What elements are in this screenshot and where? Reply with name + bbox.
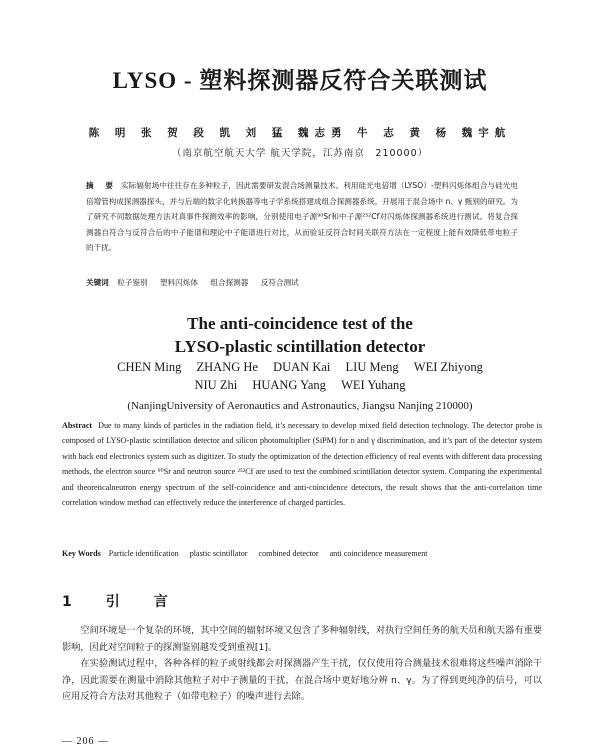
body-paragraph: 在实验测试过程中，各种各样的粒子或射线都会对探测器产生干扰，仅仅使用符合测量技术很难将这些噪声消除干净，因此需要在测量中消除其他粒子对中子测量的干扰，在混合场中更好地分辨 n、γ。为了得到更纯净的信号，可以应用反符合方法对其他粒子（如带电粒子）的噪声进行去除。 <box>62 658 542 703</box>
page-number: — 206 — <box>62 736 109 747</box>
keyword-cn: 组合探测器 <box>210 278 249 287</box>
title-en-line2: LYSO-plastic scintillation detector <box>174 337 426 356</box>
author-en: ZHANG He <box>196 360 258 374</box>
keyword-en: Particle identification <box>108 549 179 558</box>
body-paragraph: 空间环境是一个复杂的环境，其中空间的辐射环境又包含了多种辐射线，对执行空间任务的航天员和航天器有重要影响，因此对空间粒子的探测鉴别越发受到重视[1]。 <box>62 625 542 653</box>
keyword-en: plastic scintillator <box>189 549 248 558</box>
keyword-cn: 反符合测试 <box>260 278 299 287</box>
author-en: DUAN Kai <box>273 360 331 374</box>
affiliation-cn: （南京航空航天大学 航天学院，江苏南京 210000） <box>171 148 429 159</box>
keyword-cn: 塑料闪烁体 <box>160 278 198 287</box>
author-cn: 魏宇航 <box>461 127 512 139</box>
author-cn: 魏志勇 <box>297 127 348 139</box>
author-cn: 黄 杨 <box>409 127 453 139</box>
keyword-en: anti coincidence measurement <box>329 549 428 558</box>
keywords-en <box>62 549 542 558</box>
author-cn: 张 贺 <box>141 127 184 139</box>
author-en: CHEN Ming <box>117 360 182 374</box>
authors-en-line1 <box>0 360 600 375</box>
body-text <box>62 623 542 706</box>
keywords-cn-label: 关键词 <box>86 278 109 287</box>
keyword-cn: 粒子鉴别 <box>117 278 148 287</box>
author-en: WEI Zhiyong <box>413 360 483 374</box>
author-cn: 牛 志 <box>357 127 400 139</box>
keyword-en: combined detector <box>258 549 319 558</box>
abstract-en-text: Due to many kinds of particles in the radiation field, it’s necessary to develop mixed field detection technology. The detector probe is composed of LYSO-plastic scintillation detector and silicon photomultiplier (SiPM) for n and γ discrimination, and it’s part of the detector system with back end electronics system such as digitizer. To study the optimization of the detection efficiency of real events with different data processing methods, the electron source ⁹⁰Sr and neutron source ²⁵²Cf are used to test the combined scintillation detector system. Comparing the experimental and theoreticalneutron energy spectrum of the self-coincidence and anti-coincidence detectors, the result shows that the anti-correlation time correlation window method can effectively reduce the interference of charged particles. <box>62 421 542 508</box>
author-en: NIU Zhi <box>194 378 238 392</box>
abstract-en-label: Abstract <box>62 421 93 430</box>
author-cn: 陈 明 <box>88 127 132 139</box>
author-cn: 刘 猛 <box>245 127 289 139</box>
section-heading-introduction: 1 引 言 <box>62 594 178 610</box>
title-cn: LYSO - 塑料探测器反符合关联测试 <box>112 68 488 93</box>
abstract-en <box>62 418 542 510</box>
author-en: WEI Yuhang <box>341 378 406 392</box>
title-en-line1: The anti-coincidence test of the <box>187 314 413 333</box>
keywords-cn <box>86 277 518 288</box>
abstract-cn <box>86 178 518 256</box>
keywords-en-label: Key Words <box>62 549 101 558</box>
authors-cn <box>0 125 600 140</box>
author-cn: 段 凯 <box>193 127 237 139</box>
abstract-cn-text: 实际辐射场中往往存在多种粒子，因此需要研发混合场测量技术。利用硅光电倍增（LYSO）-塑料闪烁体组合与硅光电倍增管构成探测器探头，并与后端的数字化转换器等电子学系统搭建成组合探测器系统，开展用于混合场中 n、γ 甄别的研究。为了研究不同数据处理方法对真事件探测效率的影响，分别使用电子源⁹⁰Sr和中子源²⁵²Cf对闪烁体探测器系统进行测试。将复合探测器自符合与反符合后的中子能谱和理论中子能谱进行对比，从而验证反符合时间关联符方法在一定程度上能有效降低带电粒子的干扰。 <box>86 181 518 252</box>
author-en: LIU Meng <box>345 360 399 374</box>
affiliation-en: (NanjingUniversity of Aeronautics and Astronautics, Jiangsu Nanjing 210000) <box>127 400 473 412</box>
abstract-cn-label: 摘 要 <box>86 181 115 190</box>
authors-en-line2 <box>0 378 600 393</box>
author-en: HUANG Yang <box>252 378 326 392</box>
